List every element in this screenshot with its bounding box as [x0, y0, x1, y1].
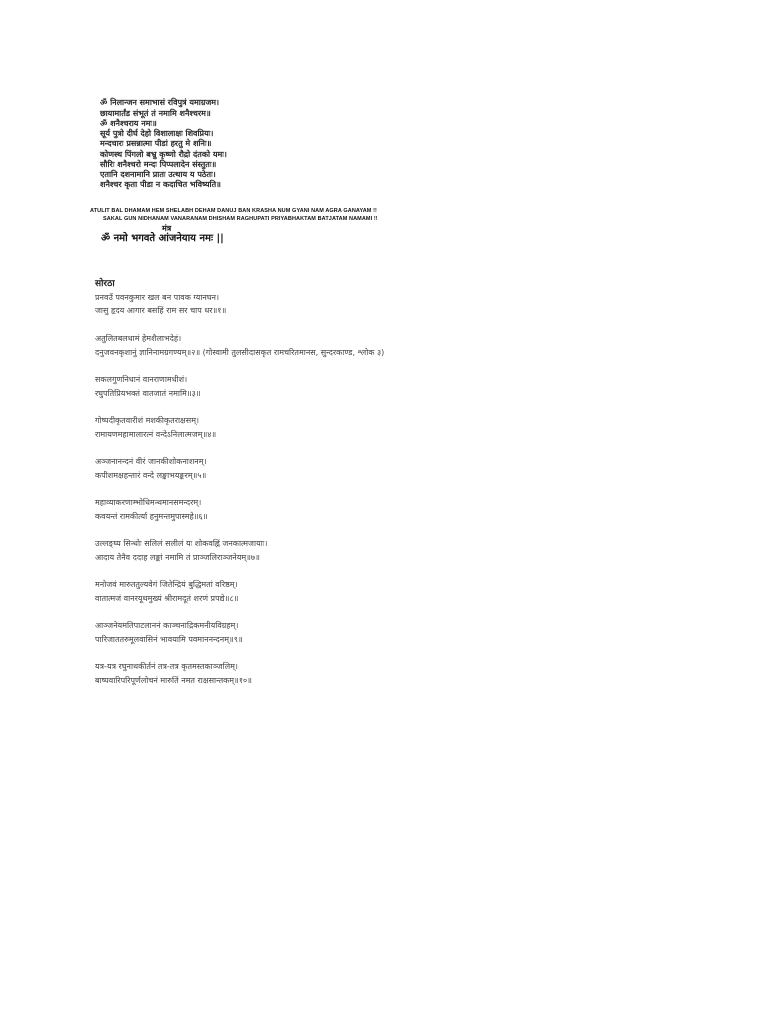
english-line-2: SAKAL GUN NIDHANAM VANARANAM DHISHAM RAGHUPATI PRIYABHAKTAM BATJATAM NAMAMI !! [103, 216, 378, 222]
verse-3-line-2: रघुपतिप्रियभक्तं वातजातं नमामि॥३॥ [95, 389, 201, 398]
english-line-1: ATULIT BAL DHAMAM HEM SHELABH DEHAM DANUJ BAN KRASHA NUM GYANI NAM AGRA GANAYAM !! [90, 208, 377, 214]
verse-5-line-1: अञ्जनानन्दनं वीरं जानकीशोकनाशनम्। [95, 457, 207, 466]
verse-8-line-2: वातात्मजं वानरयूथमुख्यं श्रीरामदूतं शरणं प्रपद्ये॥८॥ [95, 594, 239, 603]
shani-line-5: मन्दचारः प्रसन्नात्मा पीडां हरतु मे शनिः॥ [100, 139, 212, 148]
verse-6-line-1: महाव्याकरणाम्भोधिमन्थमानसमन्दरम्। [95, 498, 202, 507]
shani-line-3: ॐ शनैश्चराय नमः॥ [100, 119, 157, 128]
shani-line-7: सौरिः शनैश्चरो मन्दः पिप्पलादेन संस्तुतः॥ [100, 160, 217, 169]
verse-10-line-2: बाष्पवारिपरिपूर्णलोचनं मारुतिं नमत राक्षसान्तकम्॥१०॥ [95, 676, 252, 685]
verse-7-line-2: आदाय तेनैव ददाह लङ्कां नमामि तं प्राञ्जलिराञ्जनेयम्॥७॥ [95, 553, 260, 562]
verse-1-line-1: प्रनवउँ पवनकुमार खल बन पावक ग्यानघन। [95, 293, 220, 302]
shani-line-6: कोणस्थ पिंगलो बभ्रु कृष्णो रौद्रो दंतको यमः। [100, 150, 227, 159]
verse-5-line-2: कपीशमक्षहन्तारं वन्दे लङ्काभयङ्करम्॥५॥ [95, 471, 207, 480]
mantra-text: ॐ नमो भगवते आंजनेयाय नमः || [101, 233, 224, 244]
verse-2-line-2: दनुजवनकृशानुं ज्ञानिनामग्रगण्यम्॥२॥ (गोस्वामी तुलसीदासकृत रामचरितमानस, सुन्दरकाण्ड, श्लोक ३) [95, 348, 385, 357]
shani-line-2: छायामार्तंड संभूतं तं नमामि शनैश्चरम॥ [100, 109, 211, 118]
shani-line-4: सूर्य पुत्रो दीर्घ देहो विशालाक्षः शिवप्रियः। [100, 129, 214, 138]
shani-line-8: एतानि दशनामानि प्रातः उत्थाय य पठेतः। [100, 170, 216, 179]
verse-3-line-1: सकलगुणनिधानं वानराणामधीशं। [95, 375, 188, 384]
shani-line-1: ॐ निलान्जन समाभासं रविपुत्रं यमाग्रजम। [100, 98, 220, 107]
verse-8-line-1: मनोजवं मारुततुल्यवेगं जितेन्द्रियं बुद्धिमतां वरिष्ठम्। [95, 580, 238, 589]
verse-7-line-1: उल्लङ्घ्य सिन्धोः सलिलं सलीलं यः शोकवह्निं जनकात्मजायाः। [95, 539, 268, 548]
verse-9-line-1: आञ्जनेयमतिपाटलाननं काञ्चनाद्रिकमनीयविग्रहम्। [95, 621, 239, 630]
verse-9-line-2: पारिजाततरुमूलवासिनं भावयामि पवमाननन्दनम्॥९॥ [95, 635, 243, 644]
verse-2-line-1: अतुलितबलधामं हेमशैलाभदेहं। [95, 334, 182, 343]
verse-4-line-2: रामायणमहामालारत्नं वन्देऽनिलात्मजम्॥४॥ [95, 430, 217, 439]
shani-line-9: शनैश्चर कृता पीडा न कदाचित भविष्यति॥ [100, 180, 221, 189]
verse-10-line-1: यत्र-यत्र रघुनाथकीर्तनं तत्र-तत्र कृतमस्तकाञ्जलिम्। [95, 662, 238, 671]
verse-1-line-2: जासु हृदय आगार बसहिं राम सर चाप धर॥१॥ [95, 306, 227, 315]
verse-6-line-2: कवयन्तं रामकीर्त्या हनुमन्तमुपास्महे॥६॥ [95, 512, 208, 521]
mantra-label: मंत्र [162, 224, 172, 233]
verse-4-line-1: गोष्पदीकृतवारीशं मशकीकृतराक्षसम्। [95, 416, 200, 425]
sortha-heading: सोरठा [95, 279, 115, 289]
